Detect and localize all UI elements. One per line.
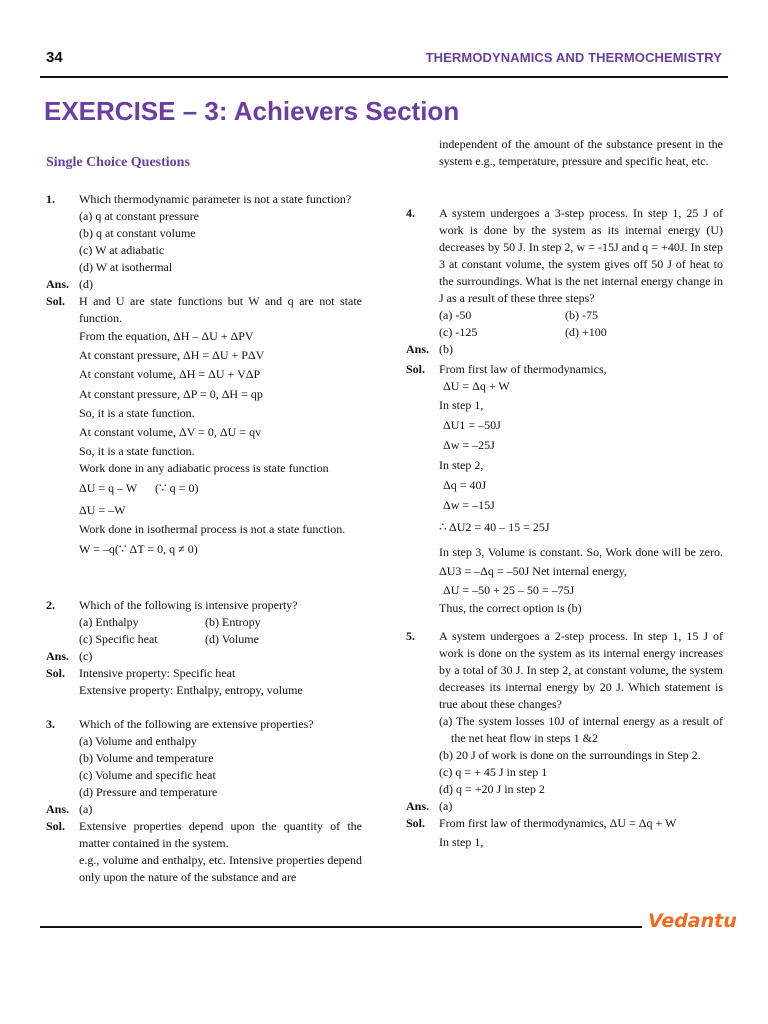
option-b: (b) 20 J of work is done on the surroundings in Step 2.: [439, 748, 701, 762]
question-number: 2.: [46, 598, 55, 612]
solution-line: At constant pressure, ΔP = 0, ΔH = qp: [79, 387, 263, 401]
option-d: (d) Pressure and temperature: [79, 785, 218, 799]
solution-line: Intensive property: Specific heat: [79, 666, 236, 680]
question-text: A system undergoes a 2-step process. In step 1, 15 J of work is done on the system as its internal energy increases by a total of 30 J. In step 2, at constant volume, the system decreases its internal energy by 20 J. Which statement is true about these changes?: [439, 629, 723, 711]
solution-label: Sol.: [46, 819, 66, 833]
question-number: 5.: [406, 629, 415, 643]
solution-label: Sol.: [46, 294, 66, 308]
question-text: Which of the following are extensive properties?: [79, 717, 314, 731]
option-b: (b) q at constant volume: [79, 226, 196, 240]
option-a: (a) -50: [439, 308, 472, 322]
solution-line: Thus, the correct option is (b): [439, 601, 582, 615]
solution-line: ΔU = –50 + 25 – 50 = –75J: [443, 583, 575, 597]
option-c: (c) Volume and specific heat: [79, 768, 216, 782]
solution-line: e.g., volume and enthalpy, etc. Intensive properties depend only upon the nature of the substance and are: [79, 853, 362, 884]
answer-label: Ans.: [406, 799, 430, 813]
solution-line: At constant volume, ΔH = ΔU + VΔP: [79, 367, 261, 381]
option-c: (c) Specific heat: [79, 632, 158, 646]
question-number: 4.: [406, 206, 415, 220]
answer-label: Ans.: [46, 802, 70, 816]
question-text: Which thermodynamic parameter is not a state function?: [79, 192, 352, 206]
solution-line: ΔU = q – W (∵ q = 0): [79, 481, 199, 495]
question-3: [46, 716, 362, 886]
option-c: (c) -125: [439, 325, 478, 339]
solution-line: H and U are state functions but W and q are not state function.: [79, 294, 362, 325]
answer-label: Ans.: [46, 277, 70, 291]
solution-line: Work done in any adiabatic process is state function: [79, 461, 329, 475]
solution-line: At constant pressure, ΔH = ΔU + PΔV: [79, 348, 265, 362]
solution-line: In step 2,: [439, 458, 484, 472]
solution-line: ∴ ΔU2 = 40 – 15 = 25J: [439, 520, 550, 534]
option-a: (a) q at constant pressure: [79, 209, 199, 223]
question-1: [46, 191, 362, 560]
option-d: (d) Volume: [205, 632, 259, 646]
solution-label: Sol.: [46, 666, 66, 680]
footer-rule: [40, 926, 642, 928]
question-text: A system undergoes a 3-step process. In step 1, 25 J of work is done by the system as its internal energy (U) decreases by 50 J. In step 2, w = -15J and q = +40J. In step 3 at constant volume, the system gives off 50 J of heat to the surroundings. What is the net internal energy change in J as a result of these three steps?: [439, 206, 723, 305]
solution-line: ΔU = –W: [79, 503, 126, 517]
solution-line: Work done in isothermal process is not a state function.: [79, 522, 346, 536]
answer-value: (b): [439, 342, 453, 356]
answer-value: (a): [439, 799, 453, 813]
option-c: (c) q = + 45 J in step 1: [439, 765, 548, 779]
solution-line: Extensive property: Enthalpy, entropy, volume: [79, 683, 303, 697]
option-d: (d) q = +20 J in step 2: [439, 782, 545, 796]
question-2: [46, 597, 362, 699]
section-heading: Single Choice Questions: [46, 155, 190, 170]
solution-label: Sol.: [406, 816, 426, 830]
solution-line: Extensive properties depend upon the quantity of the matter contained in the system.: [79, 819, 362, 850]
vedantu-logo: Vedantu: [648, 910, 737, 932]
answer-label: Ans.: [46, 649, 70, 663]
answer-value: (d): [79, 277, 93, 291]
option-b: (b) Volume and temperature: [79, 751, 214, 765]
answer-value: (c): [79, 649, 93, 663]
option-d: (d) W at isothermal: [79, 260, 173, 274]
solution-line: In step 1,: [439, 398, 484, 412]
solution-line: ΔU = Δq + W: [443, 379, 510, 393]
question-5: [406, 628, 723, 853]
solution-line: In step 3, Volume is constant. So, Work done will be zero. ΔU3 = –Δq = –50J Net internal energy,: [439, 545, 723, 578]
option-a: (a) The system losses 10J of internal energy as a result of the net heat flow in steps 1 &2: [439, 714, 723, 745]
question-number: 1.: [46, 192, 55, 206]
option-c: (c) W at adiabatic: [79, 243, 165, 257]
answer-value: (a): [79, 802, 93, 816]
question-text: Which of the following is intensive property?: [79, 598, 298, 612]
solution-line: Δw = –15J: [443, 498, 495, 512]
solution-line: Δw = –25J: [443, 438, 495, 452]
solution-line: So, it is a state function.: [79, 444, 195, 458]
solution-line: So, it is a state function.: [79, 406, 195, 420]
option-d: (d) +100: [565, 325, 607, 339]
solution-line: From the equation, ΔH – ΔU + ΔPV: [79, 329, 254, 343]
solution-line: From first law of thermodynamics, ΔU = Δq + W: [439, 816, 677, 830]
solution-line: Δq = 40J: [443, 478, 487, 492]
option-b: (b) Entropy: [205, 615, 261, 629]
question-number: 3.: [46, 717, 55, 731]
answer-label: Ans.: [406, 342, 430, 356]
solution-label: Sol.: [406, 362, 426, 376]
solution-line: ΔU1 = –50J: [443, 418, 501, 432]
header-rule: [40, 76, 728, 78]
option-a: (a) Volume and enthalpy: [79, 734, 197, 748]
solution-line: From first law of thermodynamics,: [439, 362, 607, 376]
question-3-solution-continued: independent of the amount of the substance present in the system e.g., temperature, pressure and specific heat, etc.: [439, 137, 723, 168]
option-a: (a) Enthalpy: [79, 615, 139, 629]
exercise-title: EXERCISE – 3: Achievers Section: [44, 96, 460, 126]
question-4: [406, 205, 723, 617]
option-b: (b) -75: [565, 308, 598, 322]
page-number: 34: [46, 49, 63, 66]
chapter-title: THERMODYNAMICS AND THERMOCHEMISTRY: [425, 50, 722, 65]
solution-line: W = –q(∵ ΔT = 0, q ≠ 0): [79, 542, 198, 556]
solution-line: In step 1,: [439, 835, 484, 849]
solution-line: At constant volume, ΔV = 0, ΔU = qv: [79, 425, 262, 439]
